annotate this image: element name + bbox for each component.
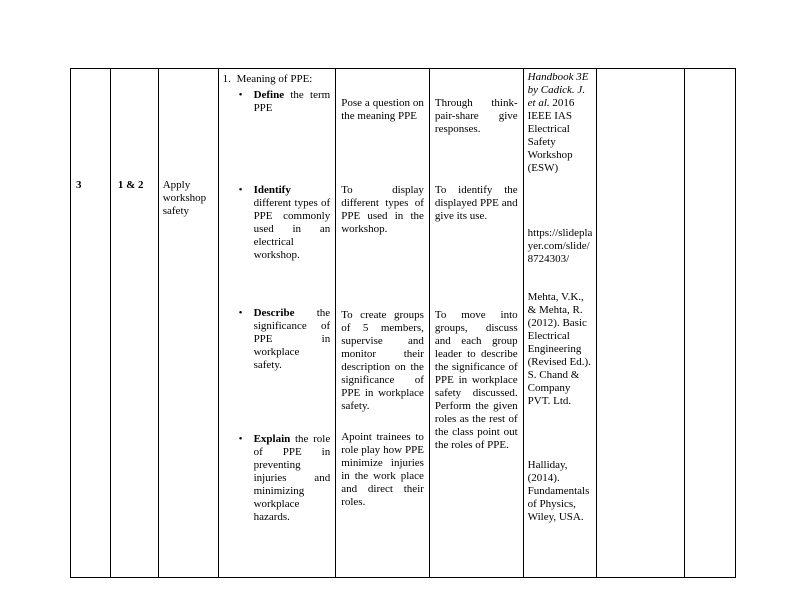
lesson-plan-table [70, 68, 736, 578]
objectives-cell [219, 69, 337, 577]
reference-title: Handbook 3E by Cadick. J. et al. [527, 71, 589, 109]
teacher-activity: Pose a question on the meaning PPE [341, 97, 424, 122]
teacher-activity: Apoint trainees to role play how PPE minimize injuries in the work place and direct their roles. [341, 431, 424, 508]
week-cell [71, 69, 111, 577]
reference-item: Halliday, (2014). Fundamentals of Physics, Wiley, USA. [527, 459, 590, 523]
objective-lead: Explain [253, 433, 291, 445]
objective-item [239, 307, 331, 372]
lessons-cell [111, 69, 159, 577]
content-heading-text: Meaning of PPE: [236, 73, 313, 85]
learner-activities-cell [430, 69, 524, 577]
learner-activity: To move into groups, discuss and each group leader to describe the significance of PPE in workplace safety discussed. Perform the given roles as the rest of the class point out the roles of PPE. [434, 309, 518, 451]
objective-lead: Describe [253, 307, 295, 319]
bullet-icon [239, 184, 243, 197]
list-number: 1. [222, 73, 231, 85]
objective-text: the term PPE [253, 89, 331, 114]
lesson-numbers: 1 & 2 [117, 179, 144, 191]
references-cell [524, 69, 598, 577]
learner-activity: To identify the displayed PPE and give its use. [434, 184, 518, 222]
objective-text: different types of PPE commonly used in an electrical workshop. [253, 197, 331, 261]
objective-lead: Identify [253, 184, 291, 196]
week-number: 3 [76, 179, 82, 191]
teacher-activities-cell [336, 69, 430, 577]
empty-cell [597, 69, 685, 577]
learner-activity: Through think-pair-share give responses. [434, 97, 518, 135]
reference-item: Mehta, V.K., & Mehta, R. (2012). Basic Electrical Engineering (Revised Ed.). S. Chand & Company PVT. Ltd. [527, 291, 591, 407]
competency-cell [159, 69, 219, 577]
empty-cell [685, 69, 735, 577]
objective-text: the role of PPE in preventing injuries and minimizing workplace hazards. [253, 433, 331, 523]
reference-url: https://slideplayer.com/slide/8724303/ [527, 227, 593, 265]
competency-text: Apply workshop safety [162, 179, 207, 217]
reference-item [528, 71, 593, 175]
content-list-heading [223, 73, 332, 86]
objective-item [239, 184, 331, 262]
bullet-icon [239, 307, 243, 320]
objective-text: the significance of PPE in workplace safety. [253, 307, 331, 371]
bullet-icon [239, 433, 243, 446]
objective-item [239, 433, 331, 524]
reference-detail: 2016 IEEE IAS Electrical Safety Workshop (ESW) [527, 97, 575, 174]
bullet-icon [239, 89, 243, 102]
teacher-activity: To create groups of 5 members, supervise and monitor their description on the significance of PPE in workplace safety. [341, 309, 424, 412]
objective-lead: Define [253, 89, 285, 101]
teacher-activity: To display different types of PPE used in the workshop. [341, 184, 424, 235]
objective-item [239, 89, 331, 115]
